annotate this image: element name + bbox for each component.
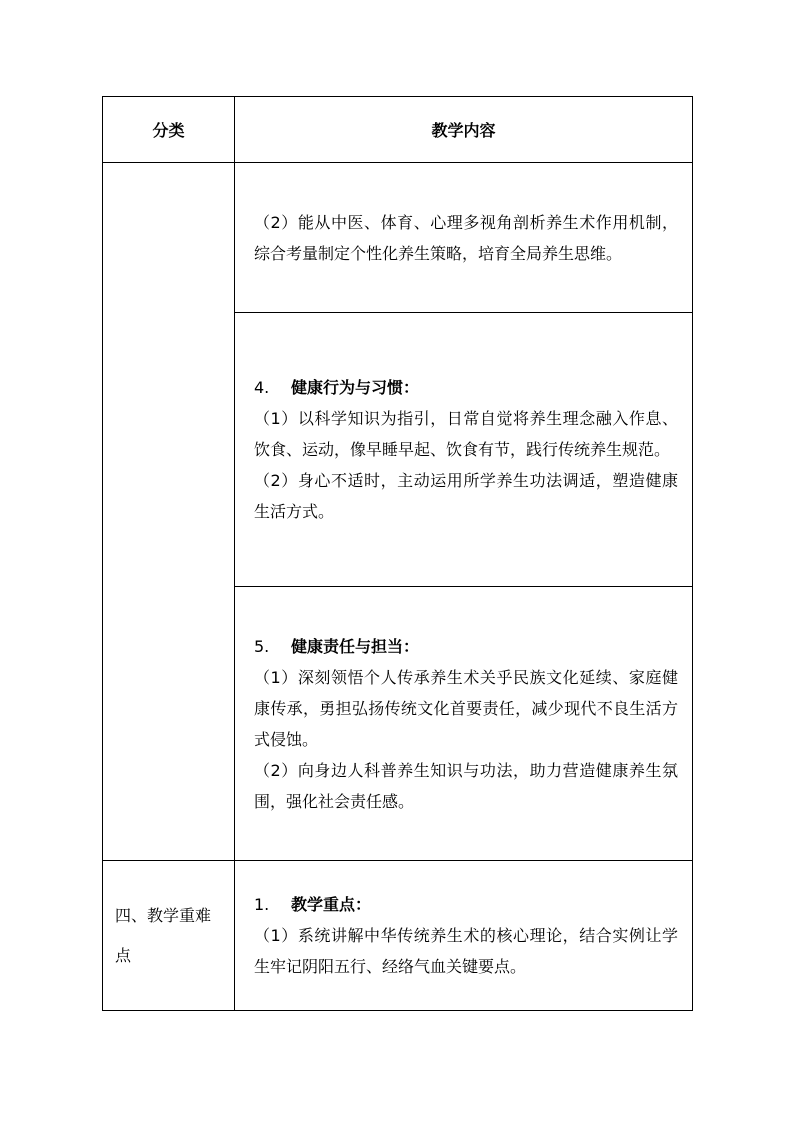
table-row	[103, 861, 693, 1011]
content-cell	[235, 587, 693, 861]
content-cell	[235, 163, 693, 313]
section4-item1: （1）以科学知识为指引，日常自觉将养生理念融入作息、饮食、运动，像早睡早起、饮食有节，践行传统养生规范。	[254, 409, 678, 459]
key-points-title: 教学重点：	[291, 895, 372, 914]
section4-title: 健康行为与习惯：	[291, 378, 420, 397]
section5-item1: （1）深刻领悟个人传承养生术关乎民族文化延续、家庭健康传承，勇担弘扬传统文化首要责任，减少现代不良生活方式侵蚀。	[254, 667, 678, 749]
section5-number: 5.	[254, 636, 270, 656]
header-category: 分类	[103, 97, 235, 163]
category-cell	[103, 861, 235, 1011]
section5-item2: （2）向身边人科普养生知识与功法，助力营造健康养生氛围，强化社会责任感。	[254, 760, 678, 811]
section3-item2: （2）能从中医、体育、心理多视角剖析养生术作用机制，综合考量制定个性化养生策略，培育全局养生思维。	[254, 212, 678, 263]
section4-number: 4.	[254, 378, 270, 397]
key-points-number: 1.	[254, 895, 270, 914]
key-points-item1: （1）系统讲解中华传统养生术的核心理论，结合实例让学生牢记阴阳五行、经络气血关键要点。	[254, 926, 678, 976]
table-header-row	[103, 97, 693, 163]
section4-item2: （2）身心不适时，主动运用所学养生功法调适，塑造健康生活方式。	[254, 471, 678, 521]
content-cell	[235, 861, 693, 1011]
key-points-heading	[254, 889, 678, 920]
section5-heading	[254, 631, 678, 662]
table-row	[103, 163, 693, 313]
section5-title: 健康责任与担当：	[291, 636, 420, 656]
category-cell-empty	[103, 163, 235, 861]
header-content: 教学内容	[235, 97, 693, 163]
section4-heading	[254, 372, 678, 403]
category-key-points: 四、教学重难点	[115, 905, 212, 965]
teaching-content-table	[102, 96, 693, 1011]
content-cell	[235, 313, 693, 587]
